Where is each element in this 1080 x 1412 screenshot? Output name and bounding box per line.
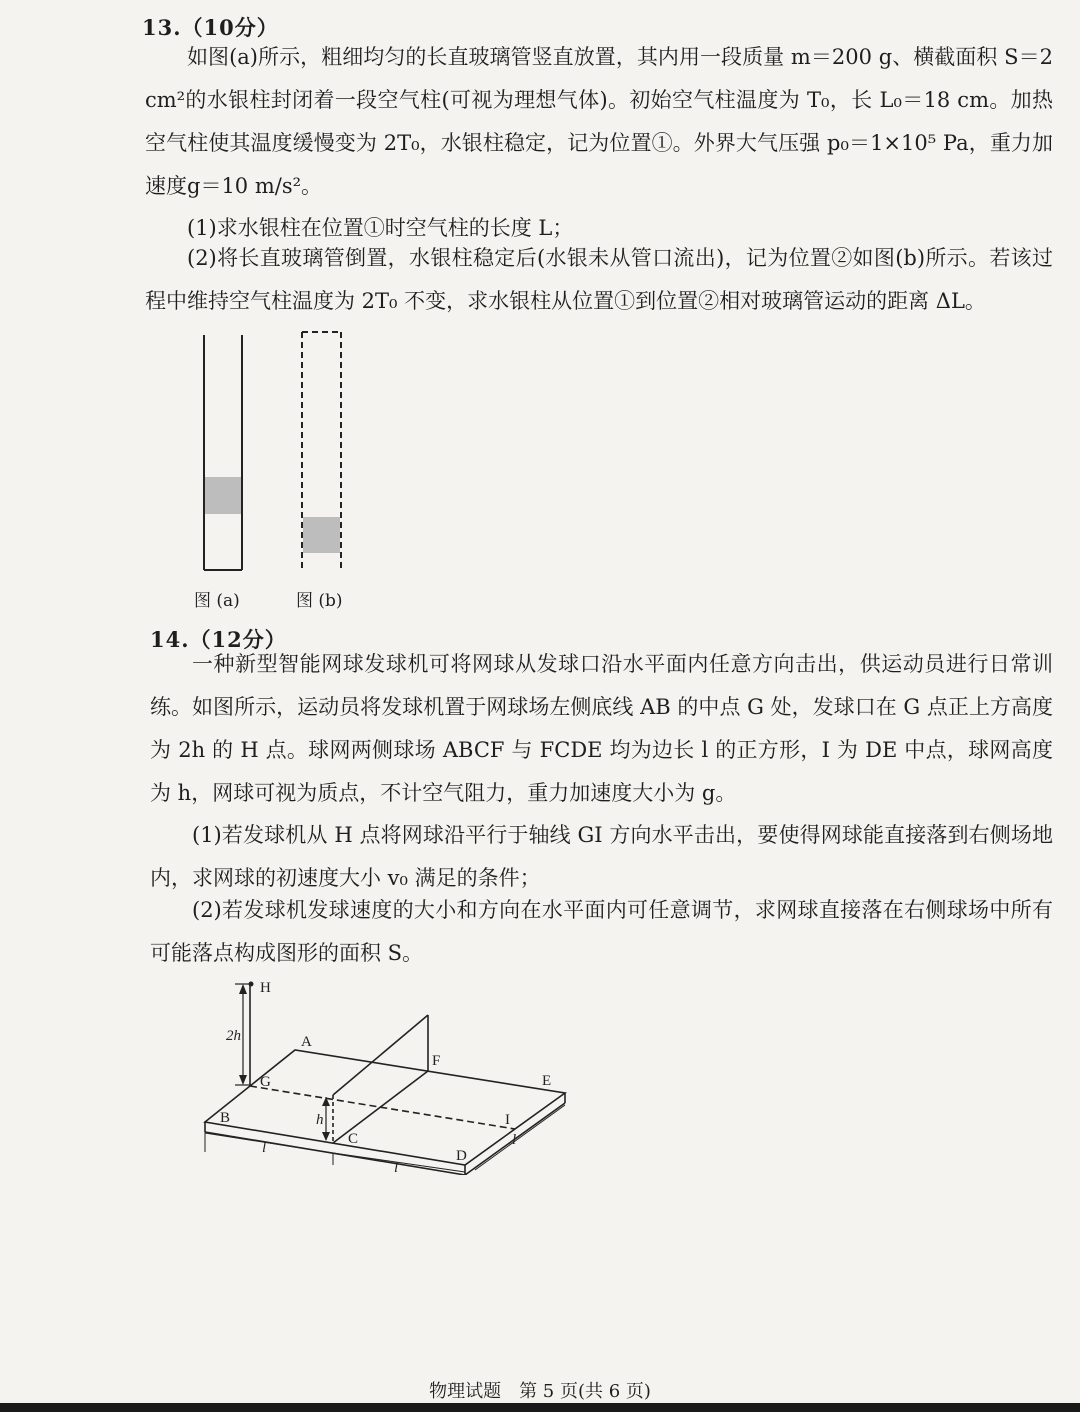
axis-gi bbox=[250, 1086, 515, 1129]
q13-title: 13.（10分） bbox=[142, 15, 279, 40]
label-f: F bbox=[432, 1053, 441, 1069]
q13-paragraph-2: (1)求水银柱在位置①时空气柱的长度 L； bbox=[187, 216, 574, 240]
tennis-court-diagram bbox=[190, 975, 590, 1175]
label-a: A bbox=[301, 1034, 312, 1050]
q14-paragraph-1: 一种新型智能网球发球机可将网球从发球口沿水平面内任意方向击出，供运动员进行日常训练。如图所示，运动员将发球机置于网球场左侧底线 AB 的中点 G 处，发球口在 G 点正上方高度为 2h 的 H 点。球网两侧球场 ABCF 与 FCDE 均为边长 l 的正方形，I 为 DE 中点，球网高度为 h，网球可视为质点，不计空气阻力，重力加速度大小为 g。 bbox=[150, 652, 1053, 805]
label-e: E bbox=[542, 1073, 552, 1089]
label-h-point: H bbox=[260, 980, 271, 996]
page-footer: 物理试题 第 5 页(共 6 页) bbox=[429, 1381, 651, 1402]
glass-tube-figure bbox=[190, 325, 365, 585]
q14-title: 14.（12分） bbox=[150, 627, 287, 652]
label-l-bottom-right: l bbox=[394, 1160, 399, 1175]
label-d: D bbox=[456, 1148, 467, 1164]
label-2h: 2h bbox=[226, 1028, 241, 1044]
bottom-edge bbox=[0, 1403, 1080, 1412]
q13-paragraph-3: (2)将长直玻璃管倒置，水银柱稳定后(水银未从管口流出)，记为位置②如图(b)所示。若该过程中维持空气柱温度为 2T₀ 不变，求水银柱从位置①到位置②相对玻璃管运动的距离 ΔL。 bbox=[145, 246, 1053, 313]
point-h bbox=[249, 982, 254, 987]
label-i: I bbox=[505, 1112, 510, 1128]
label-h-net: h bbox=[316, 1112, 324, 1128]
tube-a bbox=[204, 335, 242, 570]
tube-b bbox=[302, 332, 341, 570]
label-c: C bbox=[348, 1131, 359, 1147]
label-g: G bbox=[260, 1074, 271, 1090]
mercury-column-a bbox=[205, 477, 241, 514]
q13-paragraph-1: 如图(a)所示，粗细均匀的长直玻璃管竖直放置，其内用一段质量 m＝200 g、横截面积 S＝2 cm²的水银柱封闭着一段空气柱(可视为理想气体)。初始空气柱温度为 T₀，长 L₀＝18 cm。加热空气柱使其温度缓慢变为 2T₀，水银柱稳定，记为位置①。外界大气压强 p₀＝1×10⁵ Pa，重力加速度g＝10 m/s²。 bbox=[145, 45, 1053, 198]
q14-paragraph-2: (1)若发球机从 H 点将网球沿平行于轴线 GI 方向水平击出，要使得网球能直接落到右侧场地内，求网球的初速度大小 v₀ 满足的条件； bbox=[150, 823, 1053, 890]
fig-a-caption: 图 (a) bbox=[194, 591, 240, 611]
label-b: B bbox=[220, 1110, 231, 1126]
label-l-side: l bbox=[512, 1132, 517, 1148]
fig-b-caption: 图 (b) bbox=[296, 591, 343, 611]
q14-paragraph-3: (2)若发球机发球速度的大小和方向在水平面内可任意调节，求网球直接落在右侧球场中所有可能落点构成图形的面积 S。 bbox=[150, 898, 1053, 965]
label-l-bottom-left: l bbox=[262, 1140, 267, 1156]
mercury-column-b bbox=[303, 517, 340, 553]
